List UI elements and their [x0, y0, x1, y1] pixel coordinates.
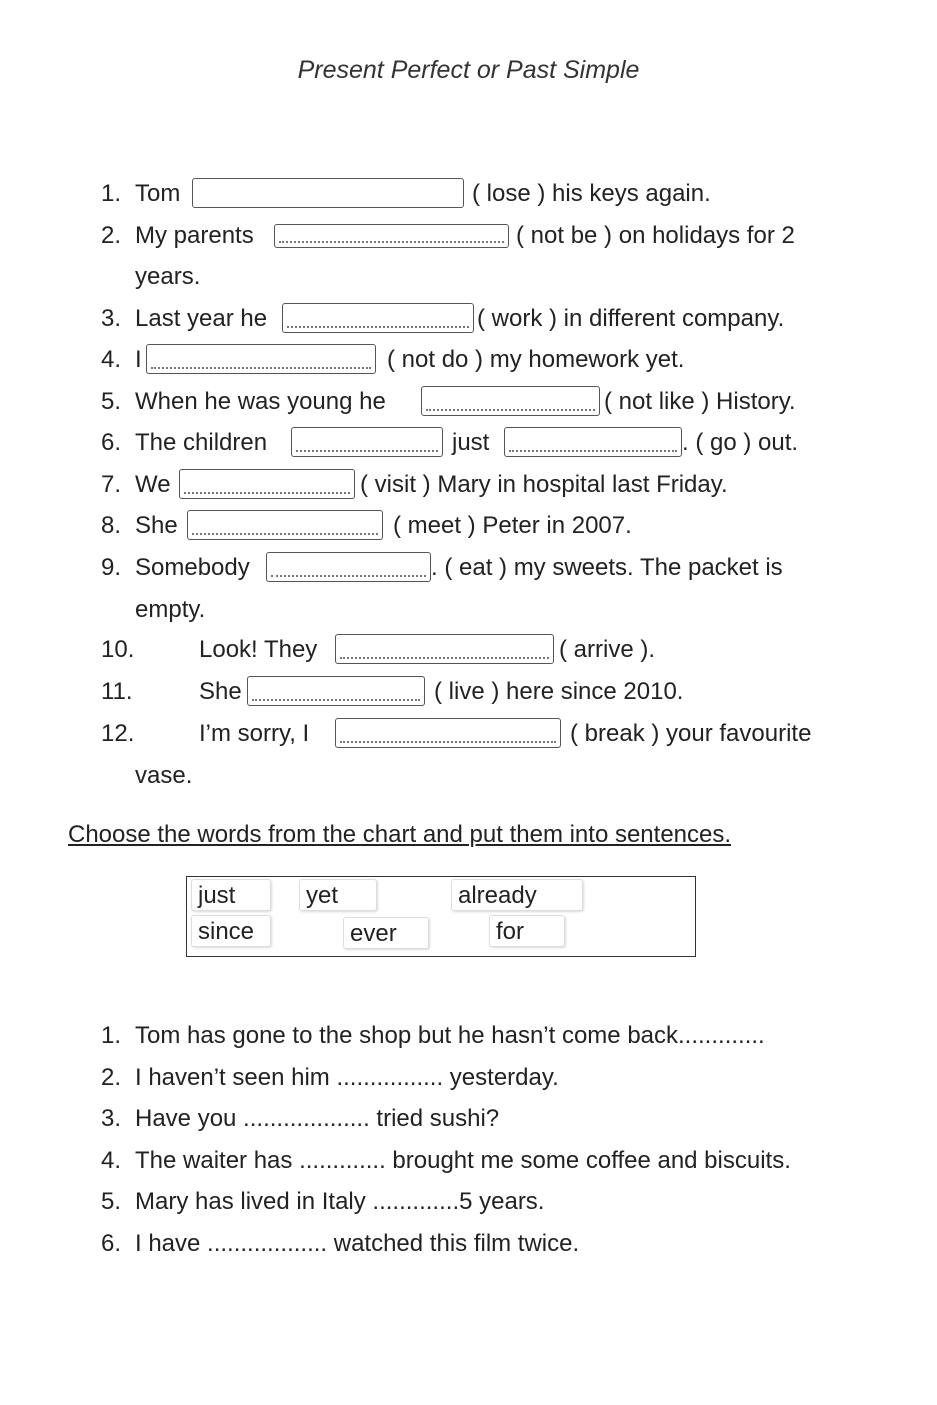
- item-number: 4.: [101, 346, 122, 373]
- item-number: 12.: [101, 720, 135, 747]
- sentence-end: ( live ) here since 2010.: [434, 678, 684, 705]
- item-number: 2.: [101, 222, 122, 249]
- sentence-end: ( visit ) Mary in hospital last Friday.: [360, 471, 728, 498]
- sentence-start: I’m sorry, I: [199, 720, 310, 747]
- answer-input[interactable]: [266, 552, 431, 582]
- sentence-start: I: [135, 346, 142, 373]
- item-number: 1.: [101, 1022, 122, 1049]
- item-number: 6.: [101, 429, 122, 456]
- list-item: [0, 219, 937, 253]
- sentence-end: ( meet ) Peter in 2007.: [393, 512, 632, 539]
- sentence-start: The children: [135, 429, 268, 456]
- answer-input[interactable]: [179, 469, 355, 499]
- list-item: [0, 1227, 937, 1261]
- sentence-start: When he was young he: [135, 388, 386, 415]
- sentence-start: Look! They: [199, 636, 318, 663]
- answer-input[interactable]: [421, 386, 600, 416]
- sentence-end: ( work ) in different company.: [477, 305, 785, 332]
- answer-input[interactable]: [504, 427, 682, 457]
- sentence-end: ( not be ) on holidays for 2: [516, 222, 795, 249]
- list-item: [0, 1144, 937, 1178]
- sentence-end: ( break ) your favourite: [570, 720, 812, 747]
- answer-input[interactable]: [282, 303, 474, 333]
- list-item: [0, 426, 937, 460]
- item-number: 2.: [101, 1064, 122, 1091]
- list-item: [0, 385, 937, 419]
- sentence-end: ( arrive ).: [559, 636, 655, 663]
- item-number: 10.: [101, 636, 135, 663]
- sentence-continuation: empty.: [135, 596, 206, 623]
- list-item: [0, 302, 937, 336]
- sentence-middle: just: [452, 429, 490, 456]
- list-item: [0, 343, 937, 377]
- item-number: 11.: [101, 678, 133, 705]
- word-chip[interactable]: just: [191, 879, 271, 911]
- sentence-end: ( not like ) History.: [604, 388, 796, 415]
- list-item: [0, 1185, 937, 1219]
- sentence-end: ( lose ) his keys again.: [472, 180, 711, 207]
- sentence-text: Tom has gone to the shop but he hasn’t come back.............: [135, 1022, 765, 1049]
- item-number: 7.: [101, 471, 122, 498]
- sentence-start: Tom: [135, 180, 181, 207]
- list-item: [0, 675, 937, 709]
- page-title: Present Perfect or Past Simple: [297, 56, 640, 84]
- sentence-text: I haven’t seen him ................ yesterday.: [135, 1064, 559, 1091]
- list-item: [0, 1061, 937, 1095]
- item-number: 1.: [101, 180, 122, 207]
- sentence-text: Have you ................... tried sushi?: [135, 1105, 500, 1132]
- sentence-end: ( not do ) my homework yet.: [387, 346, 685, 373]
- answer-input[interactable]: [187, 510, 383, 540]
- item-number: 4.: [101, 1147, 122, 1174]
- answer-input[interactable]: [335, 718, 561, 748]
- sentence-continuation: years.: [135, 263, 201, 290]
- sentence-end: . ( eat ) my sweets. The packet is: [431, 554, 783, 581]
- item-number: 6.: [101, 1230, 122, 1257]
- list-item: [0, 633, 937, 667]
- item-number: 5.: [101, 388, 122, 415]
- list-item: [0, 551, 937, 585]
- item-number: 9.: [101, 554, 122, 581]
- sentence-start: She: [135, 512, 178, 539]
- word-chip[interactable]: for: [489, 915, 565, 947]
- answer-input[interactable]: [247, 676, 425, 706]
- sentence-text: Mary has lived in Italy .............5 years.: [135, 1188, 545, 1215]
- list-item: [0, 468, 937, 502]
- answer-input[interactable]: [291, 427, 443, 457]
- word-chip[interactable]: since: [191, 915, 271, 947]
- list-item: [0, 177, 937, 211]
- answer-input[interactable]: [146, 344, 376, 374]
- item-number: 8.: [101, 512, 122, 539]
- sentence-start: Somebody: [135, 554, 250, 581]
- list-item: [0, 1102, 937, 1136]
- answer-input[interactable]: [274, 224, 509, 248]
- word-chart: [186, 876, 696, 957]
- word-chip[interactable]: ever: [343, 917, 429, 949]
- word-chip[interactable]: already: [451, 879, 583, 911]
- section-instruction: Choose the words from the chart and put them into sentences.: [68, 821, 732, 848]
- answer-input[interactable]: [335, 634, 554, 664]
- word-chip[interactable]: yet: [299, 879, 377, 911]
- sentence-start: Last year he: [135, 305, 268, 332]
- sentence-start: We: [135, 471, 171, 498]
- sentence-end: . ( go ) out.: [682, 429, 799, 456]
- list-item: [0, 509, 937, 543]
- sentence-start: My parents: [135, 222, 254, 249]
- sentence-continuation: vase.: [135, 762, 193, 789]
- sentence-text: I have .................. watched this film twice.: [135, 1230, 580, 1257]
- answer-input[interactable]: [192, 178, 464, 208]
- list-item: [0, 717, 937, 751]
- item-number: 3.: [101, 305, 122, 332]
- item-number: 5.: [101, 1188, 122, 1215]
- sentence-text: The waiter has ............. brought me some coffee and biscuits.: [135, 1147, 791, 1174]
- list-item: [0, 1019, 937, 1053]
- sentence-start: She: [199, 678, 242, 705]
- item-number: 3.: [101, 1105, 122, 1132]
